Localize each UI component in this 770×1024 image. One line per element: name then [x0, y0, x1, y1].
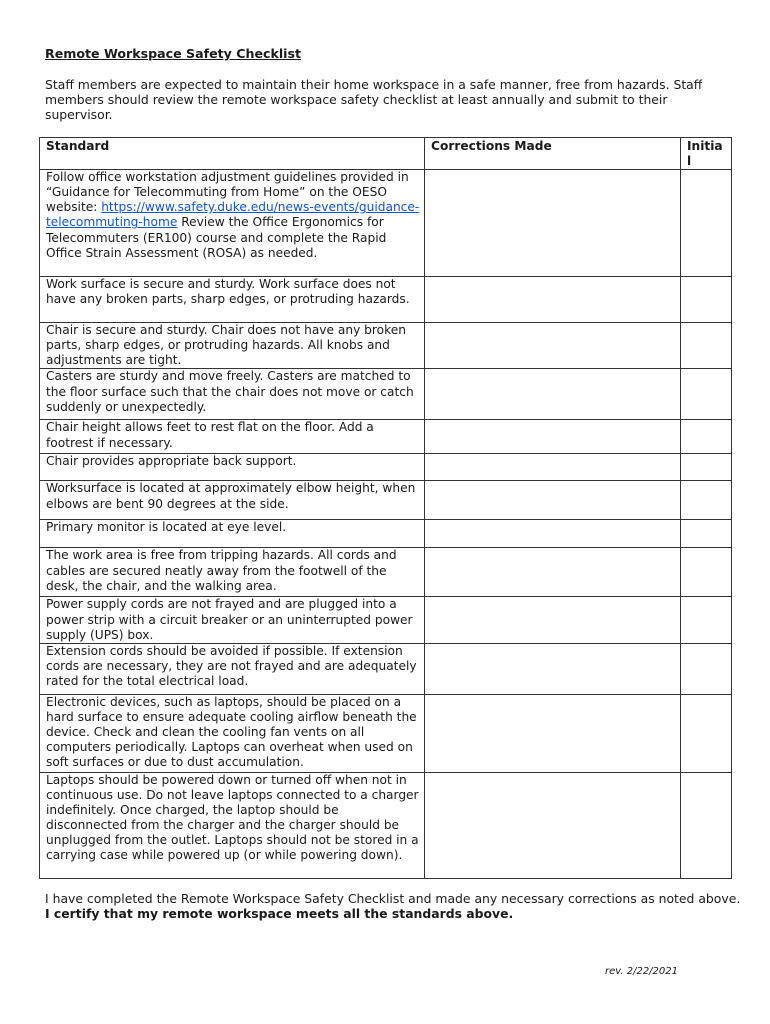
table-row: [40, 323, 732, 369]
corrections-cell[interactable]: [425, 597, 681, 643]
initial-cell[interactable]: [681, 694, 732, 772]
standard-cell: Electronic devices, such as laptops, should be placed on a hard surface to ensure adequate cooling airflow beneath the device. Check and clean the cooling fan vents on all computers periodically. Laptops can overheat when used on soft surfaces or due to dust accumulation.: [40, 694, 425, 772]
initial-cell[interactable]: [681, 170, 732, 277]
corrections-cell[interactable]: [425, 481, 681, 520]
revision-date: rev. 2/22/2021: [605, 966, 678, 977]
corrections-cell[interactable]: [425, 369, 681, 420]
standard-cell: Chair height allows feet to rest flat on the floor. Add a footrest if necessary.: [40, 420, 425, 454]
standard-cell: The work area is free from tripping hazards. All cords and cables are secured neatly away from the footwell of the desk, the chair, and the walking area.: [40, 548, 425, 597]
initial-cell[interactable]: [681, 520, 732, 548]
corrections-cell[interactable]: [425, 277, 681, 323]
oeso-guidance-link[interactable]: https://www.safety.duke.edu/news-events/guidance-telecommuting-home: [46, 200, 420, 230]
header-initial: Initia l: [681, 138, 732, 170]
table-row: [40, 481, 732, 520]
table-row: [40, 597, 732, 643]
standard-cell: Work surface is secure and sturdy. Work surface does not have any broken parts, sharp edges, or protruding hazards.: [40, 277, 425, 323]
initial-cell[interactable]: [681, 772, 732, 878]
standard-text: Follow office workstation adjustment guidelines provided in “Guidance for Telecommuting from Home” on the OESO website:: [46, 170, 409, 215]
initial-cell[interactable]: [681, 597, 732, 643]
initial-cell[interactable]: [681, 323, 732, 369]
corrections-cell[interactable]: [425, 772, 681, 878]
initial-cell[interactable]: [681, 420, 732, 454]
document-title: Remote Workspace Safety Checklist: [45, 46, 301, 61]
initial-cell[interactable]: [681, 643, 732, 694]
table-row: [40, 454, 732, 481]
table-row: [40, 548, 732, 597]
corrections-cell[interactable]: [425, 420, 681, 454]
standard-cell: Chair provides appropriate back support.: [40, 454, 425, 481]
corrections-cell[interactable]: [425, 694, 681, 772]
checklist-table: [39, 137, 732, 879]
table-row: [40, 170, 732, 277]
table-row: [40, 772, 732, 878]
initial-cell[interactable]: [681, 277, 732, 323]
corrections-cell[interactable]: [425, 454, 681, 481]
standard-text: Review the Office Ergonomics for Telecommuters (ER100) course and complete the Rapid Office Strain Assessment (ROSA) as needed.: [46, 215, 387, 260]
standard-cell: [40, 170, 425, 277]
initial-cell[interactable]: [681, 369, 732, 420]
standard-cell: Primary monitor is located at eye level.: [40, 520, 425, 548]
certification-text: I have completed the Remote Workspace Safety Checklist and made any necessary corrections as noted above.: [45, 891, 741, 906]
table-row: [40, 520, 732, 548]
header-corrections: Corrections Made: [425, 138, 681, 170]
corrections-cell[interactable]: [425, 170, 681, 277]
corrections-cell[interactable]: [425, 520, 681, 548]
standard-cell: Laptops should be powered down or turned off when not in continuous use. Do not leave laptops connected to a charger indefinitely. Once charged, the laptop should be disconnected from the charger and the charger should be unplugged from the outlet. Laptops should not be stored in a carrying case while powered up (or while powering down).: [40, 772, 425, 878]
certification-statement: [45, 891, 745, 921]
corrections-cell[interactable]: [425, 548, 681, 597]
corrections-cell[interactable]: [425, 323, 681, 369]
intro-paragraph: Staff members are expected to maintain their home workspace in a safe manner, free from hazards. Staff members should review the remote workspace safety checklist at least annually and submit to their supervisor.: [45, 77, 703, 122]
header-row: [40, 138, 732, 170]
table-row: [40, 277, 732, 323]
standard-cell: Worksurface is located at approximately elbow height, when elbows are bent 90 degrees at the side.: [40, 481, 425, 520]
header-standard: Standard: [40, 138, 425, 170]
table-row: [40, 694, 732, 772]
standard-cell: Casters are sturdy and move freely. Casters are matched to the floor surface such that the chair does not move or catch suddenly or unexpectedly.: [40, 369, 425, 420]
standard-cell: Chair is secure and sturdy. Chair does not have any broken parts, sharp edges, or protruding hazards. All knobs and adjustments are tight.: [40, 323, 425, 369]
certification-bold-text: I certify that my remote workspace meets all the standards above.: [45, 906, 514, 921]
corrections-cell[interactable]: [425, 643, 681, 694]
initial-cell[interactable]: [681, 548, 732, 597]
standard-cell: Extension cords should be avoided if possible. If extension cords are necessary, they are not frayed and are adequately rated for the total electrical load.: [40, 643, 425, 694]
table-row: [40, 420, 732, 454]
table-row: [40, 369, 732, 420]
initial-cell[interactable]: [681, 454, 732, 481]
standard-cell: Power supply cords are not frayed and are plugged into a power strip with a circuit breaker or an uninterrupted power supply (UPS) box.: [40, 597, 425, 643]
initial-cell[interactable]: [681, 481, 732, 520]
table-row: [40, 643, 732, 694]
